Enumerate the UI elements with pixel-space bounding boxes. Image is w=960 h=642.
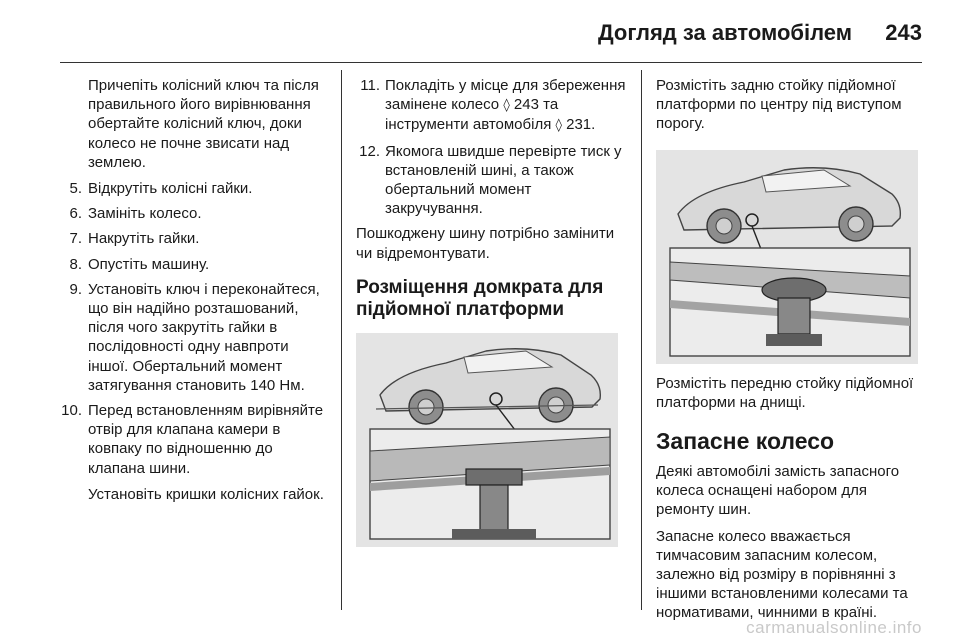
step-item xyxy=(42,179,326,198)
lead-paragraph: Причепіть колісний ключ та після правильного його вирівнювання обертайте колісний ключ, доки колесо не почне звисати над землею. xyxy=(88,77,319,171)
step-number: 6. xyxy=(69,205,82,223)
column-divider-2 xyxy=(641,70,642,610)
step-number: 5. xyxy=(69,180,82,198)
step-text: Відкрутіть колісні гайки. xyxy=(88,180,253,198)
page-reference-icon: ◊ xyxy=(555,118,562,134)
column-3 xyxy=(656,76,924,630)
lift-platform-rear-illustration xyxy=(356,333,618,547)
section-heading: Розміщення домкрата для підйомної платформи xyxy=(356,276,604,320)
step-text: Накрутіть гайки. xyxy=(88,230,200,248)
step-item xyxy=(42,204,326,223)
lift-platform-front-illustration xyxy=(656,150,918,364)
step-item xyxy=(42,401,326,504)
step-text: Покладіть у місце для збереження замінене колесо xyxy=(385,77,626,114)
page-reference-icon: ◊ xyxy=(503,98,510,114)
step-item xyxy=(42,280,326,395)
step-text: Установіть ключ і переконайтеся, що він надійно розташований, після чого закрутіть гайки в послідовності одну навпроти іншої. Обертальний момент затягування становить 140 Нм. xyxy=(88,280,320,394)
watermark: carmanualsonline.info xyxy=(746,618,922,637)
spare-paragraph-2: Запасне колесо вважається тимчасовим запасним колесом, залежно від розміру в порівнянні з іншими встановленими колесами та нормативами, чинними в країні. xyxy=(656,527,908,622)
section-heading: Запасне колесо xyxy=(656,428,835,455)
page-header xyxy=(0,0,960,62)
step-text: Перед встановленням вирівняйте отвір для клапана камери в ковпаку по відношенню до клапана шини. xyxy=(88,402,324,477)
step-note: Установіть кришки колісних гайок. xyxy=(88,485,324,503)
step-number: 10. xyxy=(61,402,82,420)
front-support-text: Розмістіть передню стойку підйомної платформи на днищі. xyxy=(656,374,914,411)
step-number: 8. xyxy=(69,255,82,273)
step-item xyxy=(42,255,326,274)
column-divider-1 xyxy=(341,70,342,610)
spare-paragraph-1: Деякі автомобілі замість запасного колеса оснащені набором для ремонту шин. xyxy=(656,463,900,519)
page-reference[interactable]: 231. xyxy=(566,116,596,134)
page-number: 243 xyxy=(885,20,922,45)
step-text: Замініть колесо. xyxy=(88,205,202,223)
column-1 xyxy=(42,76,326,510)
rear-support-text: Розмістіть задню стойку підйомної платформи по центру під виступом порогу. xyxy=(656,77,902,133)
step-number: 9. xyxy=(69,280,82,298)
header-divider xyxy=(60,62,922,63)
step-item xyxy=(42,229,326,248)
step-text: Опустіть машину. xyxy=(88,255,210,273)
column-2 xyxy=(356,76,628,559)
step-number: 11. xyxy=(360,77,380,94)
step-item xyxy=(356,76,628,136)
step-number: 12. xyxy=(359,142,380,160)
damaged-tyre-note: Пошкоджену шину потрібно замінити чи відремонтувати. xyxy=(356,225,615,262)
step-text: Якомога швидше перевірте тиск у встановленій шині, а також обертальний момент закручування. xyxy=(385,142,622,218)
step-number: 7. xyxy=(69,230,82,248)
step-text: та інструменти автомобіля xyxy=(385,96,559,134)
page-reference[interactable]: 243 xyxy=(513,96,539,114)
page-title: Догляд за автомобілем xyxy=(597,20,852,45)
step-item xyxy=(356,142,628,219)
